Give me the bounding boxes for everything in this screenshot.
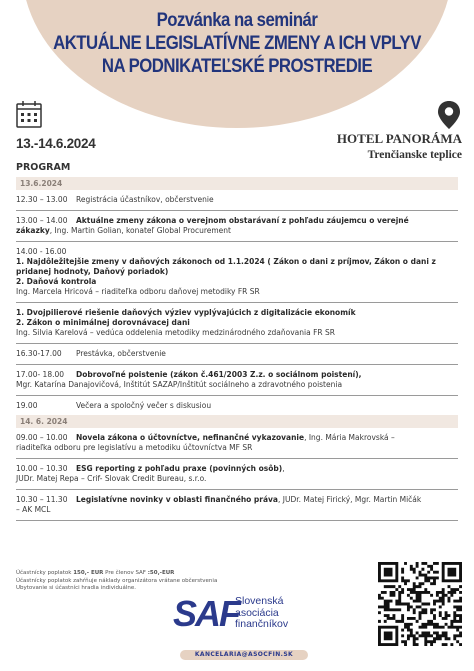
member-fee-value: :50,-EUR	[147, 570, 175, 576]
fee-line	[16, 570, 336, 578]
agenda-item	[16, 401, 458, 411]
agenda-item	[16, 495, 458, 515]
agenda-speaker: Mgr. Katarína Danajovičová, Inštitút SAZAP/Inštitút sociálneho a zdravotného poistenia	[16, 380, 343, 389]
agenda-topic-cont: pridanej hodnoty, Daňový poriadok)	[16, 267, 169, 276]
agenda-time: 17.00- 18.00	[16, 370, 65, 379]
agenda-text: Registrácia účastníkov, občerstvenie	[76, 195, 214, 204]
agenda-topic: ESG reporting z pohľadu praxe (povinných osôb)	[76, 464, 283, 473]
agenda-time: 10.30 – 11.30	[16, 495, 68, 504]
event-dates: 13.-14.6.2024	[16, 136, 96, 151]
agenda-item	[16, 433, 458, 453]
divider	[16, 395, 458, 396]
agenda-item	[16, 349, 458, 359]
divider	[16, 520, 458, 521]
agenda-item	[16, 195, 458, 205]
title-line-2: AKTUÁLNE LEGISLATÍVNE ZMENY A ICH VPLYV	[53, 32, 421, 54]
agenda-speaker: , Ing. Martin Golian, konateľ Global Procurement	[49, 226, 231, 235]
agenda-time: 14.00 - 16.00	[16, 247, 67, 256]
logo-words	[235, 596, 288, 631]
divider	[16, 364, 458, 365]
agenda-topic: 1. Najdôležitejšie zmeny v daňových zákonoch od 1.1.2024 ( Zákon o dani z príjmov, Zákon o dani z	[16, 257, 436, 266]
agenda-topic: Aktuálne zmeny zákona o verejnom obstarávaní z pohľadu záujemcu o verejné	[76, 216, 409, 225]
divider	[16, 241, 458, 242]
qr-code-icon[interactable]	[378, 562, 462, 646]
agenda-speaker: Ing. Silvia Karelová – vedúca oddelenia metodiky medzinárodného zdaňovania FR SR	[16, 328, 335, 337]
fee-includes: Účastnícky poplatok zahŕňuje náklady organizátora vrátane občerstvenia	[16, 577, 218, 584]
fee-label: Účastnícky poplatok	[16, 570, 74, 576]
agenda-item	[16, 247, 458, 297]
hotel-city: Trenčianske teplice	[367, 149, 462, 161]
agenda-time: 12.30 – 13.00	[16, 195, 68, 204]
program-heading: PROGRAM	[16, 162, 71, 173]
agenda-punct: ,	[282, 464, 285, 473]
day-2-date-bar: 14. 6. 2024	[16, 415, 458, 428]
agenda-time: 10.00 – 10.30	[16, 464, 68, 473]
agenda-speaker-cont: – AK MCL	[16, 505, 51, 514]
agenda-item	[16, 370, 458, 390]
fee-info	[16, 570, 336, 593]
hotel-name: HOTEL PANORÁMA	[336, 131, 462, 146]
agenda-speaker: , JUDr. Matej Firický, Mgr. Martin Mičák	[278, 495, 422, 504]
agenda-topic: 2. Zákon o minimálnej dorovnávacej dani	[16, 318, 190, 327]
divider	[16, 489, 458, 490]
divider	[16, 458, 458, 459]
agenda-item	[16, 308, 458, 338]
agenda-speaker: , Ing. Mária Makrovská –	[304, 433, 395, 442]
agenda-speaker-cont: riaditeľka odboru pre legislatívu a metodiku účtovníctva MF SR	[16, 443, 253, 452]
accommodation-note: Ubytovanie si účastníci hradia individuálne.	[16, 585, 136, 591]
logo-word-1: Slovenská	[235, 595, 284, 607]
title-line-1: Pozvánka na seminár	[156, 9, 318, 31]
agenda-topic: Legislatívne novinky v oblasti finančného práva	[76, 495, 278, 504]
agenda-time: 16.30-17.00	[16, 349, 62, 358]
location-pin-icon	[436, 100, 462, 130]
fee-value: 150,- EUR	[73, 570, 104, 576]
agenda-time: 19.00	[16, 401, 38, 410]
invitation-title	[0, 9, 474, 78]
agenda	[16, 177, 458, 526]
agenda-topic: 2. Daňová kontrola	[16, 277, 97, 286]
divider	[16, 302, 458, 303]
agenda-speaker: Ing. Marcela Hricová – riaditeľka odboru daňovej metodiky FR SR	[16, 287, 260, 296]
agenda-topic: Dobrovoľné poistenie (zákon č.461/2003 Z.z. o sociálnom poistení),	[76, 370, 362, 379]
agenda-time: 13.00 – 14.00	[16, 216, 68, 225]
day-1-date-bar: 13.6.2024	[16, 177, 458, 190]
agenda-time: 09.00 – 10.00	[16, 433, 68, 442]
agenda-item	[16, 216, 458, 236]
agenda-text: Večera a spoločný večer s diskusiou	[76, 401, 212, 410]
title-line-3: NA PODNIKATEĽSKÉ PROSTREDIE	[101, 55, 373, 77]
member-fee-label: Pre členov SAF	[103, 570, 148, 576]
contact-email[interactable]: KANCELARIA@ASOCFIN.SK	[180, 650, 308, 660]
agenda-topic: Novela zákona o účtovníctve, nefinančné vykazovanie	[76, 433, 305, 442]
agenda-speaker: JUDr. Matej Repa – Crif- Slovak Credit Bureau, s.r.o.	[16, 474, 207, 483]
venue	[337, 131, 462, 161]
calendar-icon	[16, 100, 42, 128]
logo-mark: SAF	[173, 593, 239, 634]
agenda-text: Prestávka, občerstvenie	[76, 349, 166, 358]
logo-word-2: asociácia	[235, 606, 279, 619]
divider	[16, 343, 458, 344]
logo-word-3: finančníkov	[235, 618, 289, 630]
agenda-topic: 1. Dvojpilierové riešenie daňových výziev vyplývajúcich z digitalizácie ekonomík	[16, 308, 356, 317]
agenda-item	[16, 464, 458, 484]
divider	[16, 210, 458, 211]
agenda-topic-cont: zákazky	[16, 226, 50, 235]
